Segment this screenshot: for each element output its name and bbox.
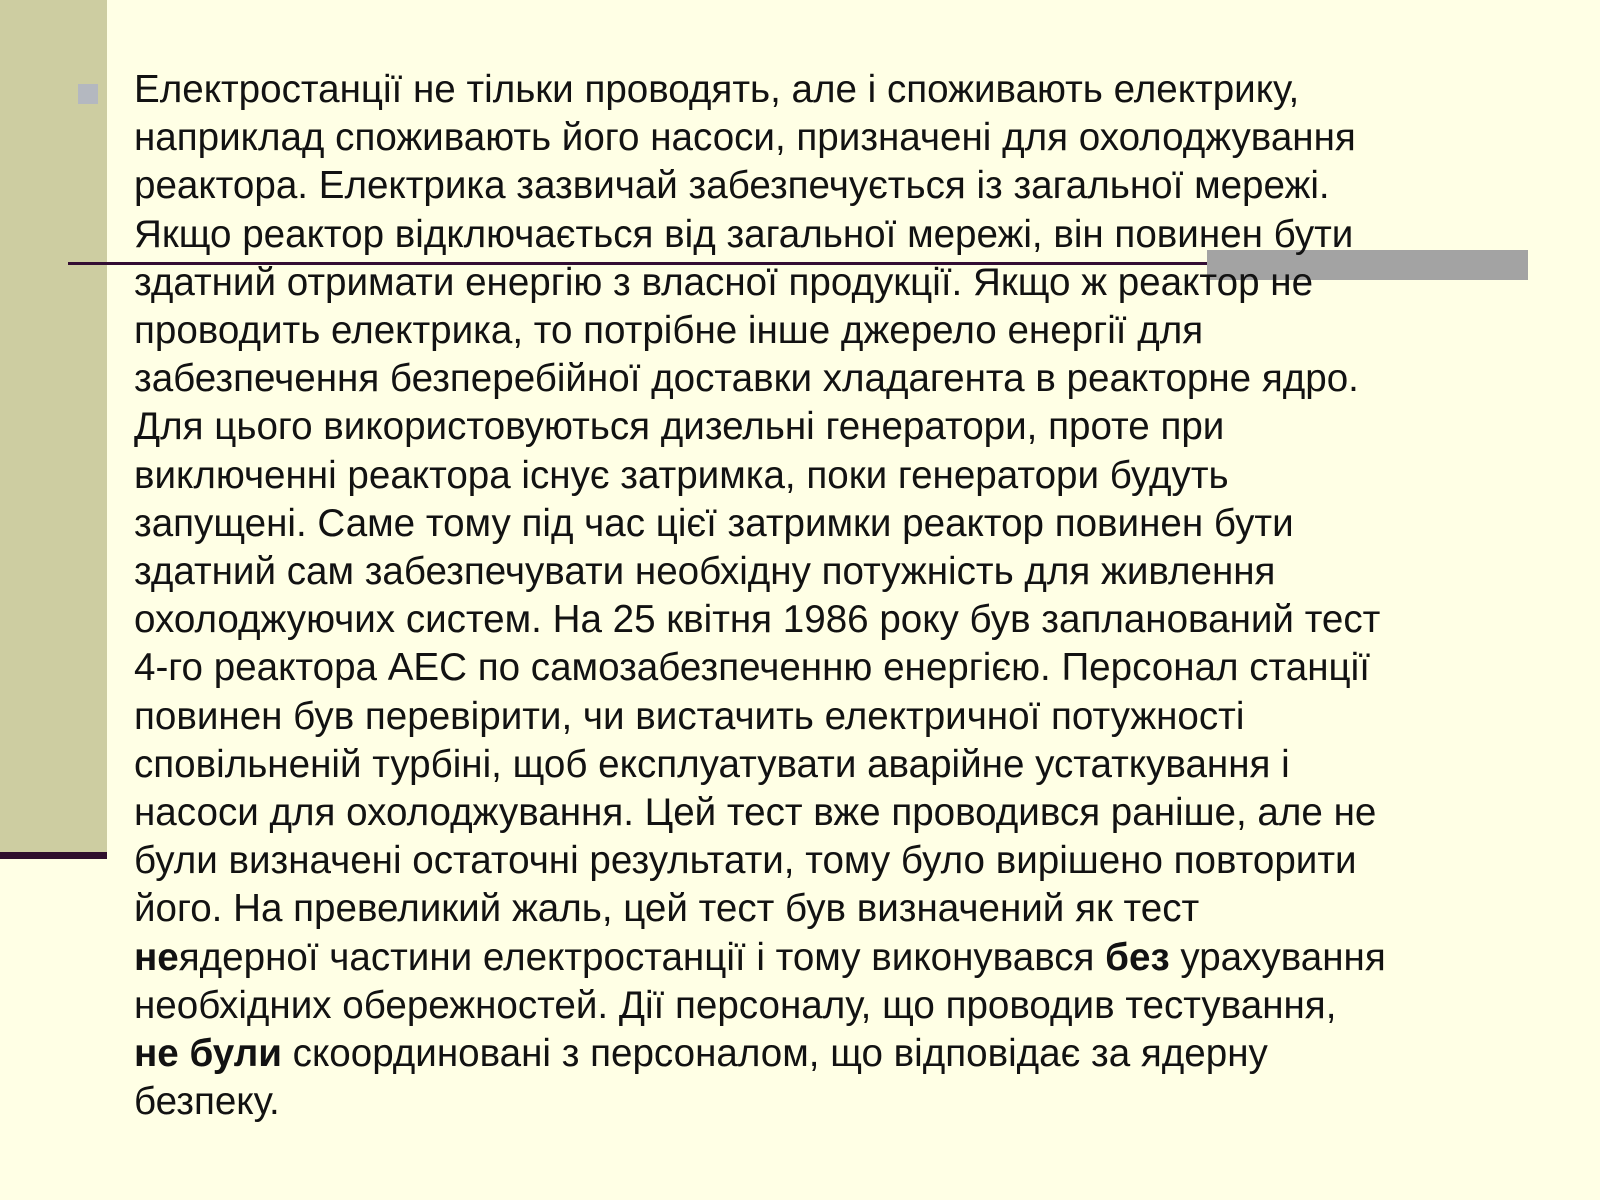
text-line: здатний сам забезпечувати необхідну потужність для живлення [134, 550, 1276, 594]
text-line-part: ядерної частини електростанції і тому виконувався [178, 935, 1106, 979]
left-decorative-band [0, 0, 107, 858]
bold-prefix-ne: не [134, 935, 179, 979]
text-line: насоси для охолоджування. Цей тест вже проводився раніше, але не [134, 791, 1377, 835]
text-line: його. На превеликий жаль, цей тест був визначений як тест [134, 887, 1200, 931]
left-band-underline [0, 852, 107, 859]
text-line: безпеку. [134, 1080, 280, 1124]
text-line: запущені. Саме тому під час цієї затримки реактор повинен бути [134, 501, 1294, 545]
text-line: Для цього використовуються дизельні генератори, проте при [134, 405, 1225, 449]
bold-word-bez: без [1105, 935, 1170, 979]
text-line: Якщо реактор відключається від загальної мережі, він повинен бути [134, 212, 1354, 256]
text-line: повинен був перевірити, чи вистачить електричної потужності [134, 694, 1245, 738]
text-line-part: скоординовані з персоналом, що відповідає за ядерну [281, 1032, 1268, 1076]
text-line: забезпечення безперебійної доставки хладагента в реакторне ядро. [134, 357, 1359, 401]
bullet-square-icon [78, 84, 98, 104]
text-line: були визначені остаточні результати, тому було вирішено повторити [134, 839, 1357, 883]
text-line: необхідних обережностей. Дії персоналу, що проводив тестування, [134, 983, 1337, 1027]
text-line: реактора. Електрика зазвичай забезпечується із загальної мережі. [134, 164, 1330, 208]
text-line: здатний отримати енергію з власної продукції. Якщо ж реактор не [134, 260, 1314, 304]
slide-body-text [134, 66, 1574, 1126]
text-line: сповільненій турбіні, щоб експлуатувати аварійне устаткування і [134, 742, 1290, 786]
text-line: Електростанції не тільки проводять, але і споживають електрику, [134, 68, 1300, 111]
text-line: охолоджуючих систем. На 25 квітня 1986 року був запланований тест [134, 598, 1381, 642]
text-line: виключенні реактора існує затримка, поки генератори будуть [134, 453, 1229, 497]
text-line-part: урахування [1169, 935, 1386, 979]
bold-phrase-ne-buly: не були [134, 1032, 282, 1076]
text-line: наприклад споживають його насоси, призначені для охолоджування [134, 116, 1356, 160]
text-line: проводить електрика, то потрібне інше джерело енергії для [134, 309, 1204, 353]
text-line: 4-го реактора АЕС по самозабезпеченню енергією. Персонал станції [134, 646, 1370, 690]
